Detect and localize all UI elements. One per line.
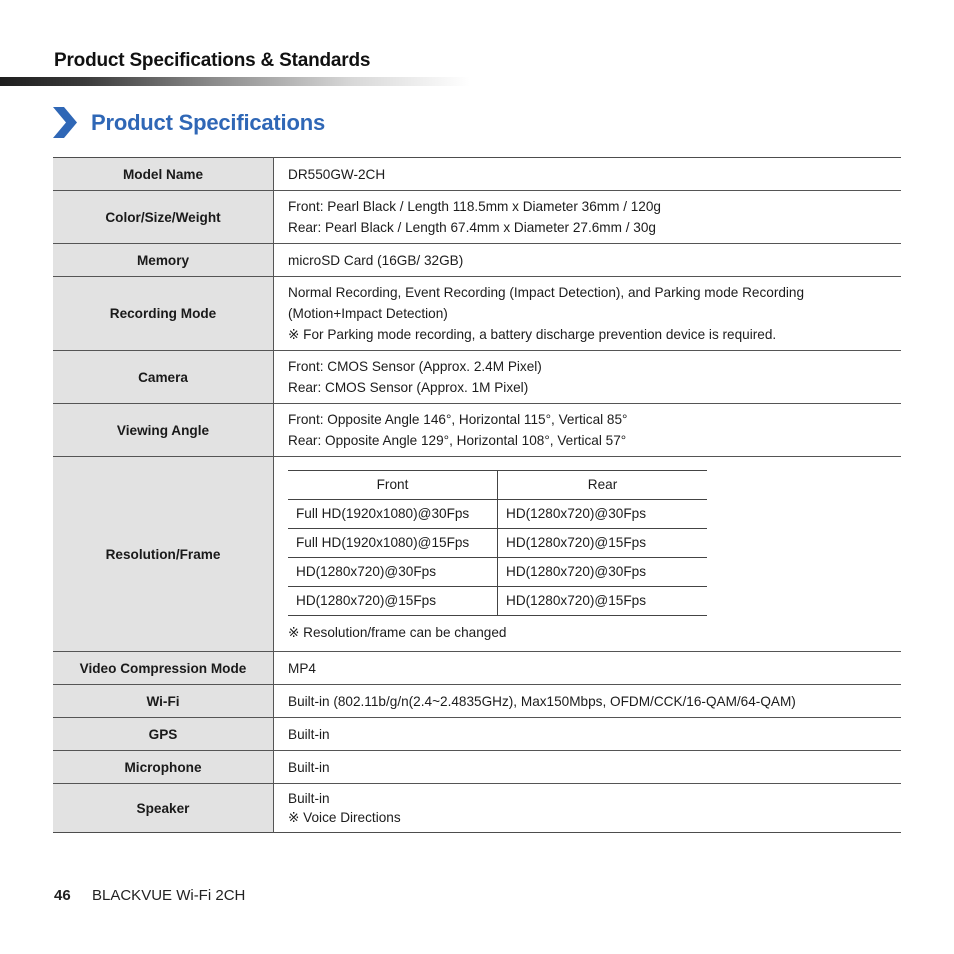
spec-label: Model Name <box>53 158 274 191</box>
spec-value <box>274 351 902 404</box>
resolution-table <box>288 470 707 616</box>
spec-row-wifi <box>53 685 901 718</box>
resolution-cell-front: HD(1280x720)@15Fps <box>288 587 498 616</box>
spec-value-line: ※ For Parking mode recording, a battery discharge prevention device is required. <box>288 327 777 342</box>
spec-value-line: Front: Opposite Angle 146°, Horizontal 115°, Vertical 85° <box>288 412 628 427</box>
spec-row-microphone <box>53 751 901 784</box>
header-title: Product Specifications & Standards <box>54 50 371 71</box>
spec-value-line: Built-in (802.11b/g/n(2.4~2.4835GHz), Max150Mbps, OFDM/CCK/16-QAM/64-QAM) <box>288 693 796 709</box>
spec-value <box>274 158 902 191</box>
spec-label: Camera <box>53 351 274 404</box>
spec-row-gps <box>53 718 901 751</box>
spec-value <box>274 277 902 351</box>
resolution-header-front: Front <box>288 471 498 500</box>
spec-value <box>274 191 902 244</box>
resolution-row <box>288 558 707 587</box>
spec-value-line: Normal Recording, Event Recording (Impact Detection), and Parking mode Recording <box>288 285 805 300</box>
spec-value-line: DR550GW-2CH <box>288 166 386 182</box>
resolution-cell-front: Full HD(1920x1080)@30Fps <box>288 500 498 529</box>
resolution-note: ※ Resolution/frame can be changed <box>288 625 507 640</box>
spec-row-color-size-weight <box>53 191 901 244</box>
resolution-cell-rear: HD(1280x720)@30Fps <box>498 558 708 587</box>
spec-label: Video Compression Mode <box>53 652 274 685</box>
spec-value <box>274 751 902 784</box>
resolution-cell-rear: HD(1280x720)@15Fps <box>498 529 708 558</box>
spec-value-line: ※ Voice Directions <box>288 810 401 825</box>
resolution-header-rear: Rear <box>498 471 708 500</box>
spec-label: Color/Size/Weight <box>53 191 274 244</box>
resolution-row <box>288 529 707 558</box>
resolution-cell-front: HD(1280x720)@30Fps <box>288 558 498 587</box>
spec-value-line: Rear: Pearl Black / Length 67.4mm x Diameter 27.6mm / 30g <box>288 220 656 235</box>
spec-value <box>274 784 902 833</box>
spec-value <box>274 652 902 685</box>
resolution-cell-front: Full HD(1920x1080)@15Fps <box>288 529 498 558</box>
spec-value-line: (Motion+Impact Detection) <box>288 306 448 321</box>
spec-value-line: Front: CMOS Sensor (Approx. 2.4M Pixel) <box>288 359 542 374</box>
footer-product-name: BLACKVUE Wi-Fi 2CH <box>92 887 246 904</box>
spec-value <box>274 457 902 652</box>
spec-value-line: Rear: Opposite Angle 129°, Horizontal 108°, Vertical 57° <box>288 433 627 448</box>
spec-label: Memory <box>53 244 274 277</box>
section-title: Product Specifications <box>91 110 325 135</box>
resolution-row <box>288 500 707 529</box>
spec-value <box>274 404 902 457</box>
spec-value-line: Rear: CMOS Sensor (Approx. 1M Pixel) <box>288 380 529 395</box>
spec-label: Microphone <box>53 751 274 784</box>
spec-value <box>274 685 902 718</box>
spec-row-camera <box>53 351 901 404</box>
spec-value <box>274 244 902 277</box>
resolution-row <box>288 587 707 616</box>
page-number: 46 <box>54 887 71 904</box>
resolution-header-row <box>288 471 707 500</box>
spec-label: Resolution/Frame <box>53 457 274 652</box>
spec-row-video-compression <box>53 652 901 685</box>
resolution-cell-rear: HD(1280x720)@30Fps <box>498 500 708 529</box>
spec-label: Recording Mode <box>53 277 274 351</box>
spec-row-viewing-angle <box>53 404 901 457</box>
spec-row-model-name <box>53 158 901 191</box>
resolution-cell-rear: HD(1280x720)@15Fps <box>498 587 708 616</box>
chevron-right-icon <box>53 107 77 138</box>
spec-row-recording-mode <box>53 277 901 351</box>
spec-value-line: microSD Card (16GB/ 32GB) <box>288 252 464 268</box>
spec-value-line: Built-in <box>288 726 330 742</box>
spec-value-line: Built-in <box>288 759 330 775</box>
spec-table <box>53 157 901 833</box>
spec-label: GPS <box>53 718 274 751</box>
spec-label: Viewing Angle <box>53 404 274 457</box>
spec-row-speaker <box>53 784 901 833</box>
spec-value-line: MP4 <box>288 660 316 676</box>
spec-value-line: Built-in <box>288 791 330 806</box>
spec-label: Wi-Fi <box>53 685 274 718</box>
spec-value-line: Front: Pearl Black / Length 118.5mm x Diameter 36mm / 120g <box>288 199 661 214</box>
spec-value <box>274 718 902 751</box>
header-gradient-rule <box>0 77 470 86</box>
spec-label: Speaker <box>53 784 274 833</box>
spec-row-resolution-frame <box>53 457 901 652</box>
spec-row-memory <box>53 244 901 277</box>
